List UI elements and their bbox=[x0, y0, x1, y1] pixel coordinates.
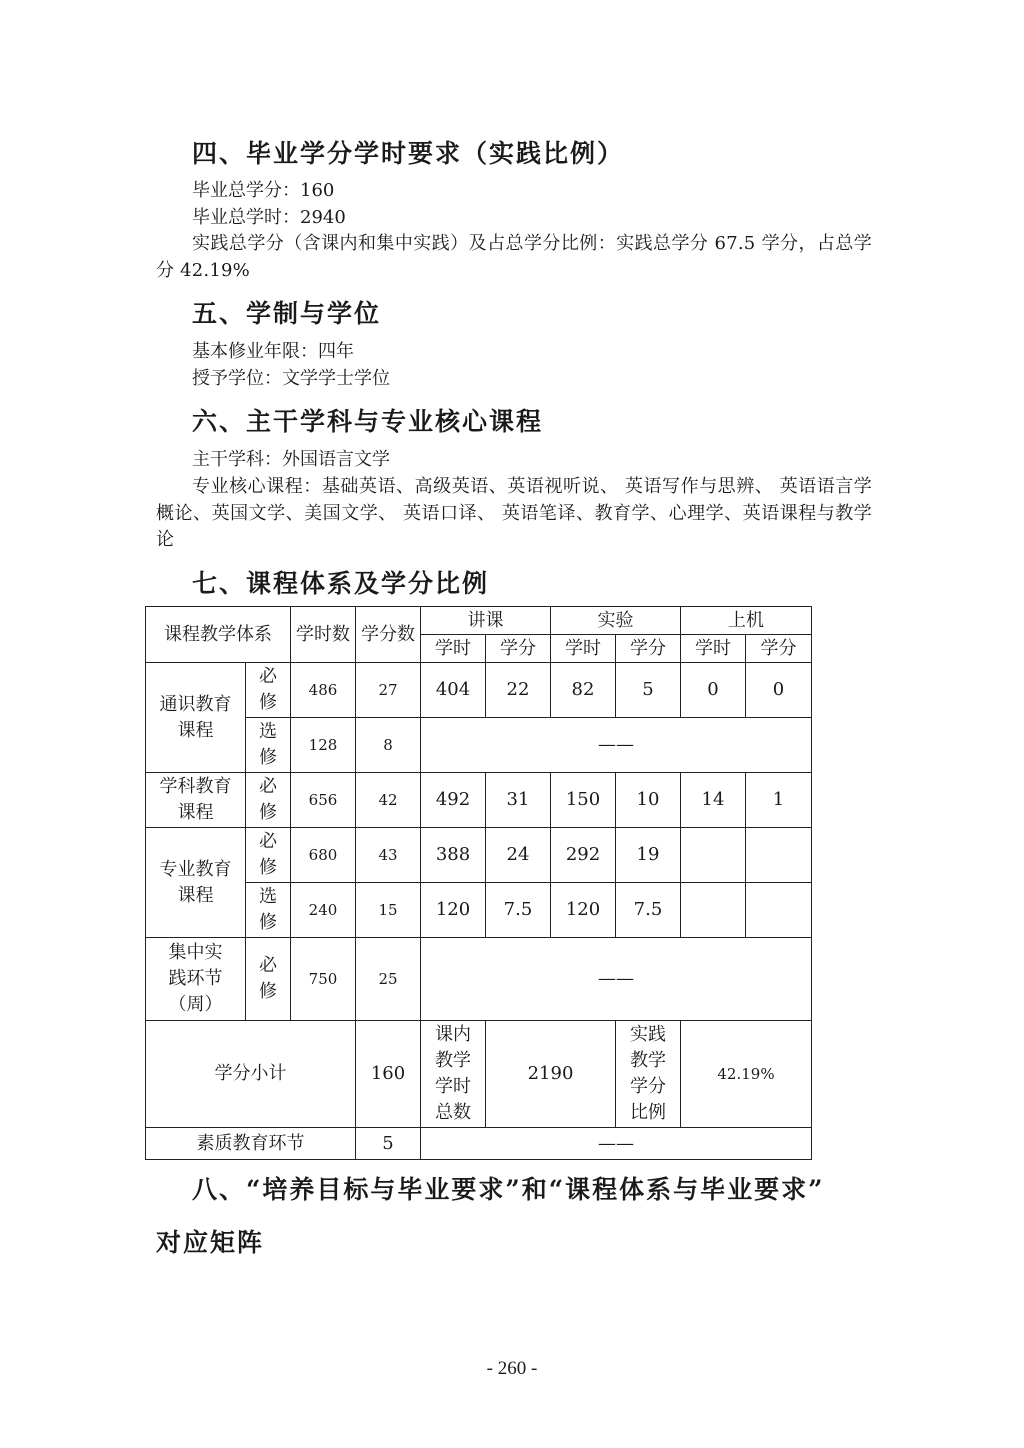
discipline-req-exp-credits: 10 bbox=[616, 773, 681, 828]
major-req-hours: 680 bbox=[291, 828, 356, 883]
practice-ratio-value: 42.19% bbox=[681, 1021, 812, 1128]
subtotal-label: 学分小计 bbox=[146, 1021, 356, 1128]
major-req-exp-credits: 19 bbox=[616, 828, 681, 883]
major-elec-exp-hours: 120 bbox=[551, 883, 616, 938]
sub-computer-credits: 学分 bbox=[746, 635, 812, 663]
major-req-lec-hours: 388 bbox=[421, 828, 486, 883]
study-duration: 基本修业年限：四年 bbox=[192, 341, 354, 362]
header-system: 课程教学体系 bbox=[146, 607, 291, 663]
total-hours: 毕业总学时：2940 bbox=[192, 207, 346, 228]
quality-credits: 5 bbox=[356, 1128, 421, 1160]
major-course-name: 专业教育课程 bbox=[146, 828, 246, 938]
discipline-req-com-hours: 14 bbox=[681, 773, 746, 828]
major-req-com-hours-empty bbox=[681, 828, 746, 883]
section6-heading: 六、主干学科与专业核心课程 bbox=[192, 407, 544, 436]
major-elec-type: 选修 bbox=[246, 883, 291, 938]
subtotal-credits: 160 bbox=[356, 1021, 421, 1128]
discipline-req-type: 必修 bbox=[246, 773, 291, 828]
major-req-com-credits-empty bbox=[746, 828, 812, 883]
major-elec-exp-credits: 7.5 bbox=[616, 883, 681, 938]
discipline-req-hours: 656 bbox=[291, 773, 356, 828]
major-elec-com-credits-empty bbox=[746, 883, 812, 938]
header-credits: 学分数 bbox=[356, 607, 421, 663]
discipline-req-exp-hours: 150 bbox=[551, 773, 616, 828]
general-req-hours: 486 bbox=[291, 663, 356, 718]
sub-experiment-hours: 学时 bbox=[551, 635, 616, 663]
discipline-req-credits: 42 bbox=[356, 773, 421, 828]
general-elec-type: 选修 bbox=[246, 718, 291, 773]
general-req-com-credits: 0 bbox=[746, 663, 812, 718]
section8-heading-line2: 对应矩阵 bbox=[156, 1228, 265, 1257]
major-elec-hours: 240 bbox=[291, 883, 356, 938]
sub-computer-hours: 学时 bbox=[681, 635, 746, 663]
header-lecture: 讲课 bbox=[421, 607, 551, 635]
practice-ratio-text: 实践总学分（含课内和集中实践）及占总学分比例：实践总学分 67.5 学分，占总学分 42.19% bbox=[156, 233, 872, 281]
practice-credits: 25 bbox=[356, 938, 421, 1021]
general-elec-dash: —— bbox=[421, 718, 812, 773]
degree: 授予学位：文学学士学位 bbox=[192, 368, 390, 389]
header-computer: 上机 bbox=[681, 607, 812, 635]
section7-heading: 七、课程体系及学分比例 bbox=[192, 569, 490, 598]
practice-name: 集中实践环节（周） bbox=[146, 938, 246, 1021]
major-elec-lec-hours: 120 bbox=[421, 883, 486, 938]
page-number: - 260 - bbox=[486, 1358, 538, 1379]
major-elec-credits: 15 bbox=[356, 883, 421, 938]
general-elec-credits: 8 bbox=[356, 718, 421, 773]
practice-type: 必修 bbox=[246, 938, 291, 1021]
section8-heading-line1: 八、“培养目标与毕业要求”和“课程体系与毕业要求” bbox=[192, 1175, 825, 1204]
discipline-req-lec-credits: 31 bbox=[486, 773, 551, 828]
section4-heading: 四、毕业学分学时要求（实践比例） bbox=[192, 139, 625, 168]
section5-heading: 五、学制与学位 bbox=[192, 299, 382, 328]
general-course-name: 通识教育课程 bbox=[146, 663, 246, 773]
general-req-exp-credits: 5 bbox=[616, 663, 681, 718]
header-hours: 学时数 bbox=[291, 607, 356, 663]
credit-table bbox=[145, 606, 812, 1160]
major-req-credits: 43 bbox=[356, 828, 421, 883]
general-elec-hours: 128 bbox=[291, 718, 356, 773]
main-discipline: 主干学科：外国语言文学 bbox=[192, 449, 390, 470]
major-req-exp-hours: 292 bbox=[551, 828, 616, 883]
total-credits: 毕业总学分：160 bbox=[192, 180, 335, 201]
discipline-course-name: 学科教育课程 bbox=[146, 773, 246, 828]
general-req-com-hours: 0 bbox=[681, 663, 746, 718]
discipline-req-com-credits: 1 bbox=[746, 773, 812, 828]
sub-experiment-credits: 学分 bbox=[616, 635, 681, 663]
practice-dash: —— bbox=[421, 938, 812, 1021]
general-req-credits: 27 bbox=[356, 663, 421, 718]
general-req-lec-hours: 404 bbox=[421, 663, 486, 718]
quality-label: 素质教育环节 bbox=[146, 1128, 356, 1160]
discipline-req-lec-hours: 492 bbox=[421, 773, 486, 828]
practice-hours: 750 bbox=[291, 938, 356, 1021]
practice-ratio-label: 实践教学学分比例 bbox=[616, 1021, 681, 1128]
quality-dash: —— bbox=[421, 1128, 812, 1160]
core-courses: 专业核心课程：基础英语、高级英语、英语视听说、 英语写作与思辨、 英语语言学概论、英国文学、美国文学、 英语口译、 英语笔译、教育学、心理学、英语课程与教学论 bbox=[156, 476, 872, 550]
sub-lecture-hours: 学时 bbox=[421, 635, 486, 663]
major-req-type: 必修 bbox=[246, 828, 291, 883]
general-req-type: 必修 bbox=[246, 663, 291, 718]
general-req-exp-hours: 82 bbox=[551, 663, 616, 718]
sub-lecture-credits: 学分 bbox=[486, 635, 551, 663]
major-req-lec-credits: 24 bbox=[486, 828, 551, 883]
in-class-hours-value: 2190 bbox=[486, 1021, 616, 1128]
header-experiment: 实验 bbox=[551, 607, 681, 635]
major-elec-lec-credits: 7.5 bbox=[486, 883, 551, 938]
in-class-hours-label: 课内教学学时总数 bbox=[421, 1021, 486, 1128]
general-req-lec-credits: 22 bbox=[486, 663, 551, 718]
major-elec-com-hours-empty bbox=[681, 883, 746, 938]
